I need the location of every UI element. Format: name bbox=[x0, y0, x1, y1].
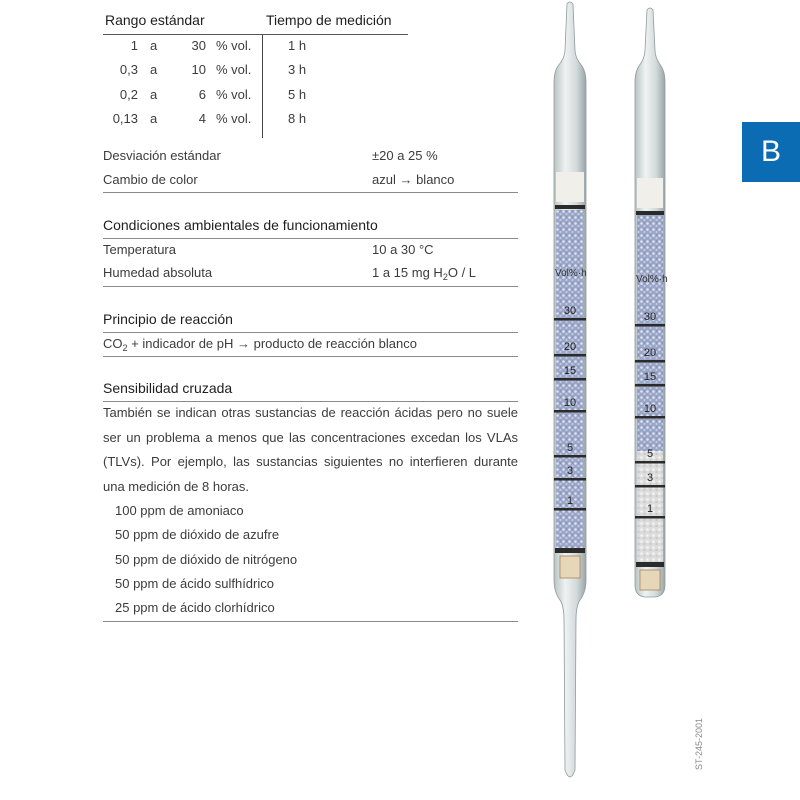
divider bbox=[103, 332, 518, 333]
scale-value: 10 bbox=[643, 403, 657, 415]
humidity-value: 1 a 15 mg $H_2O$ / L bbox=[372, 265, 477, 282]
tube-2 bbox=[635, 8, 668, 597]
spec-value-color: azul → blanco bbox=[372, 172, 455, 187]
range-time: 1 h bbox=[288, 38, 307, 53]
divider bbox=[103, 356, 518, 357]
plug bbox=[637, 178, 663, 208]
range-time: 3 h bbox=[288, 62, 307, 77]
spec-value-deviation: ±20 a 25 % bbox=[372, 148, 438, 163]
range-sep: a bbox=[150, 38, 158, 53]
indicator-column bbox=[637, 215, 663, 451]
range-unit: % vol. bbox=[216, 38, 252, 53]
range-to: 6 bbox=[198, 87, 206, 102]
cross-text: También se indican otras sustancias de reacción ácidas pero no suele ser un problema a menos que las concentraciones excedan los VLAs (TLVs). Por ejemplo, las sustancias siguientes no interfieren durante una medición de 8 horas. bbox=[103, 405, 518, 494]
detector-tubes-illustration bbox=[520, 0, 720, 800]
scale-unit: Vol%·h bbox=[636, 274, 668, 285]
scale-value: 5 bbox=[566, 442, 574, 454]
range-from: 1 bbox=[130, 38, 138, 53]
spec-label-deviation: Desviación estándar bbox=[103, 148, 221, 163]
reaction-formula: $CO_2$ + indicador de pH → producto de reacción blanco bbox=[103, 336, 417, 353]
table-divider bbox=[262, 35, 263, 138]
scale-value: 1 bbox=[566, 495, 574, 507]
range-from: 0,13 bbox=[112, 111, 138, 126]
range-sep: a bbox=[150, 111, 158, 126]
scale-value: 30 bbox=[563, 305, 577, 317]
range-from: 0,2 bbox=[119, 87, 138, 102]
cross-item: 50 ppm de ácido sulfhídrico bbox=[115, 576, 274, 591]
scale-value: 30 bbox=[643, 311, 657, 323]
temp-value: 10 a 30 °C bbox=[372, 242, 434, 257]
cross-item: 25 ppm de ácido clorhídrico bbox=[115, 600, 275, 615]
divider bbox=[103, 621, 518, 622]
scale-value: 15 bbox=[563, 365, 577, 377]
temp-label: Temperatura bbox=[103, 242, 176, 257]
range-to: 10 bbox=[191, 62, 206, 77]
scale-value: 10 bbox=[563, 397, 577, 409]
divider bbox=[103, 286, 518, 287]
scale-value: 20 bbox=[643, 347, 657, 359]
plug bbox=[556, 172, 584, 202]
scale-value: 20 bbox=[563, 341, 577, 353]
range-time: 8 h bbox=[288, 111, 307, 126]
divider bbox=[103, 192, 518, 193]
header-rule bbox=[103, 34, 408, 35]
cross-item: 50 ppm de dióxido de nitrógeno bbox=[115, 552, 298, 567]
scale-unit: Vol%·h bbox=[555, 268, 587, 279]
time-header: Tiempo de medición bbox=[266, 12, 392, 28]
range-unit: % vol. bbox=[216, 111, 252, 126]
range-sep: a bbox=[150, 87, 158, 102]
section-tab: B bbox=[742, 122, 800, 182]
tube-1 bbox=[554, 2, 587, 777]
range-to: 30 bbox=[191, 38, 206, 53]
document-id: ST-245-2001 bbox=[694, 717, 704, 770]
scale-value: 5 bbox=[646, 448, 654, 460]
cross-title: Sensibilidad cruzada bbox=[103, 380, 233, 396]
cross-item: 100 ppm de amoniaco bbox=[115, 503, 244, 518]
reaction-title: Principio de reacción bbox=[103, 311, 233, 327]
range-time: 5 h bbox=[288, 87, 307, 102]
range-header: Rango estándar bbox=[105, 12, 205, 28]
ambient-title: Condiciones ambientales de funcionamiento bbox=[103, 217, 378, 233]
scale-value: 3 bbox=[646, 472, 654, 484]
spec-label-color: Cambio de color bbox=[103, 172, 198, 187]
range-unit: % vol. bbox=[216, 87, 252, 102]
humidity-label: Humedad absoluta bbox=[103, 265, 213, 280]
range-unit: % vol. bbox=[216, 62, 252, 77]
range-to: 4 bbox=[198, 111, 206, 126]
scale-value: 15 bbox=[643, 371, 657, 383]
scale-value: 3 bbox=[566, 465, 574, 477]
divider bbox=[103, 238, 518, 239]
scale-value: 1 bbox=[646, 503, 654, 515]
range-sep: a bbox=[150, 62, 158, 77]
cross-item: 50 ppm de dióxido de azufre bbox=[115, 527, 280, 542]
range-from: 0,3 bbox=[119, 62, 138, 77]
